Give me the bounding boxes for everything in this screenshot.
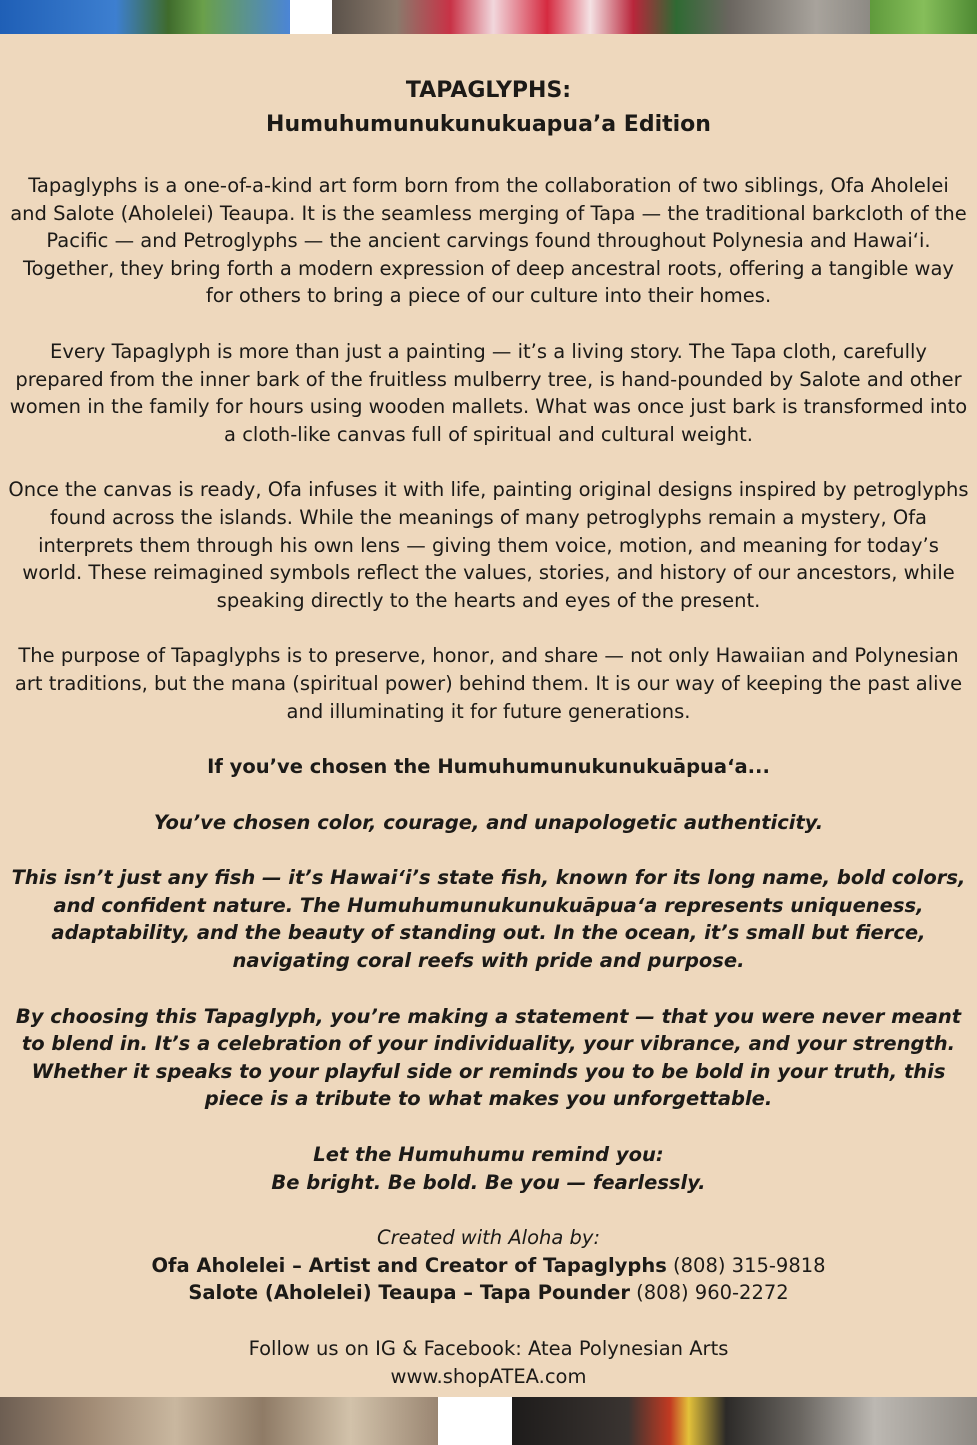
process-paragraph: Every Tapaglyph is more than just a painting — it’s a living story. The Tapa cloth, carefully prepared from the inner bark of the fruitless mulberry tree, is hand-pounded by Salote and other women in the family for hours using wooden mallets. What was once just bark is transformed into a cloth-like canvas full of spiritual and cultural weight. xyxy=(9,339,968,446)
credits-intro: Created with Aloha by: xyxy=(376,1226,601,1250)
white-gap xyxy=(290,0,332,34)
chosen-heading: If you’ve chosen the Humuhumunukunukuāpuaʻa... xyxy=(207,755,770,779)
intro-paragraph: Tapaglyphs is a one-of-a-kind art form born from the collaboration of two siblings, Ofa Aholelei and Salote (Aholelei) Teaupa. It is the seamless merging of Tapa — the traditional barkcloth of the Pacific — and Petroglyphs — the ancient carvings found throughout Polynesia and Hawaiʻi. Together, they bring forth a modern expression of deep ancestral roots, offering a tangible way for others to bring a piece of our culture into their homes. xyxy=(10,174,967,308)
top-photo-strip xyxy=(0,0,977,34)
statement-paragraph: By choosing this Tapaglyph, you’re making a statement — that you were never meant to blend in. It’s a celebration of your individuality, your vibrance, and your strength. Whether it speaks to your playful side or reminds you to be bold in your truth, this piece is a tribute to what makes you unforgettable. xyxy=(15,1004,962,1111)
pounder-credit: Salote (Aholelei) Teaupa – Tapa Pounder xyxy=(188,1281,630,1305)
pounder-phone: (808) 960-2272 xyxy=(636,1281,789,1305)
title-line-1: TAPAGLYPHS: xyxy=(405,78,572,103)
story-content xyxy=(8,74,969,1390)
purpose-paragraph: The purpose of Tapaglyphs is to preserve, honor, and share — not only Hawaiian and Polynesian art traditions, but the mana (spiritual power) behind them. It is our way of keeping the past alive and illuminating it for future generations. xyxy=(14,644,963,723)
rock-carving-photo xyxy=(0,1397,438,1445)
footer xyxy=(8,1335,969,1390)
page-title xyxy=(8,74,969,142)
social-line: Follow us on IG & Facebook: Atea Polynesian Arts xyxy=(248,1337,729,1360)
artist-credit: Ofa Aholelei – Artist and Creator of Tapaglyphs xyxy=(151,1253,667,1277)
chosen-tagline: You’ve chosen color, courage, and unapologetic authenticity. xyxy=(153,810,824,834)
artist-phone: (808) 315-9818 xyxy=(673,1253,826,1277)
sky-plant-photo xyxy=(0,0,290,34)
red-fabric-photo xyxy=(332,0,870,34)
closing-line-2: Be bright. Be bold. Be you — fearlessly. xyxy=(271,1170,706,1194)
white-gap-bottom xyxy=(438,1397,512,1445)
fish-paragraph: This isn’t just any fish — it’s Hawaiʻi’s state fish, known for its long name, bold colors, and confident nature. The Humuhumunukunukuāpuaʻa represents uniqueness, adaptability, and the beauty of standing out. In the ocean, it’s small but fierce, navigating coral reefs with pride and purpose. xyxy=(11,866,966,973)
painted-tapa-photo xyxy=(512,1397,977,1445)
title-line-2: Humuhumunukunukuapua’a Edition xyxy=(266,112,711,137)
green-foliage-photo xyxy=(870,0,977,34)
closing-line-1: Let the Humuhumu remind you: xyxy=(313,1143,664,1167)
bottom-photo-strip xyxy=(0,1397,977,1445)
closing-message xyxy=(8,1141,969,1196)
story-card xyxy=(0,34,977,1397)
website-link[interactable]: www.shopATEA.com xyxy=(390,1364,587,1388)
painting-paragraph: Once the canvas is ready, Ofa infuses it with life, painting original designs inspired by petroglyphs found across the islands. While the meanings of many petroglyphs remain a mystery, Ofa interprets them through his own lens — giving them voice, motion, and meaning for today’s world. These reimagined symbols reflect the values, stories, and history of our ancestors, while speaking directly to the hearts and eyes of the present. xyxy=(8,478,969,612)
credits xyxy=(8,1224,969,1307)
